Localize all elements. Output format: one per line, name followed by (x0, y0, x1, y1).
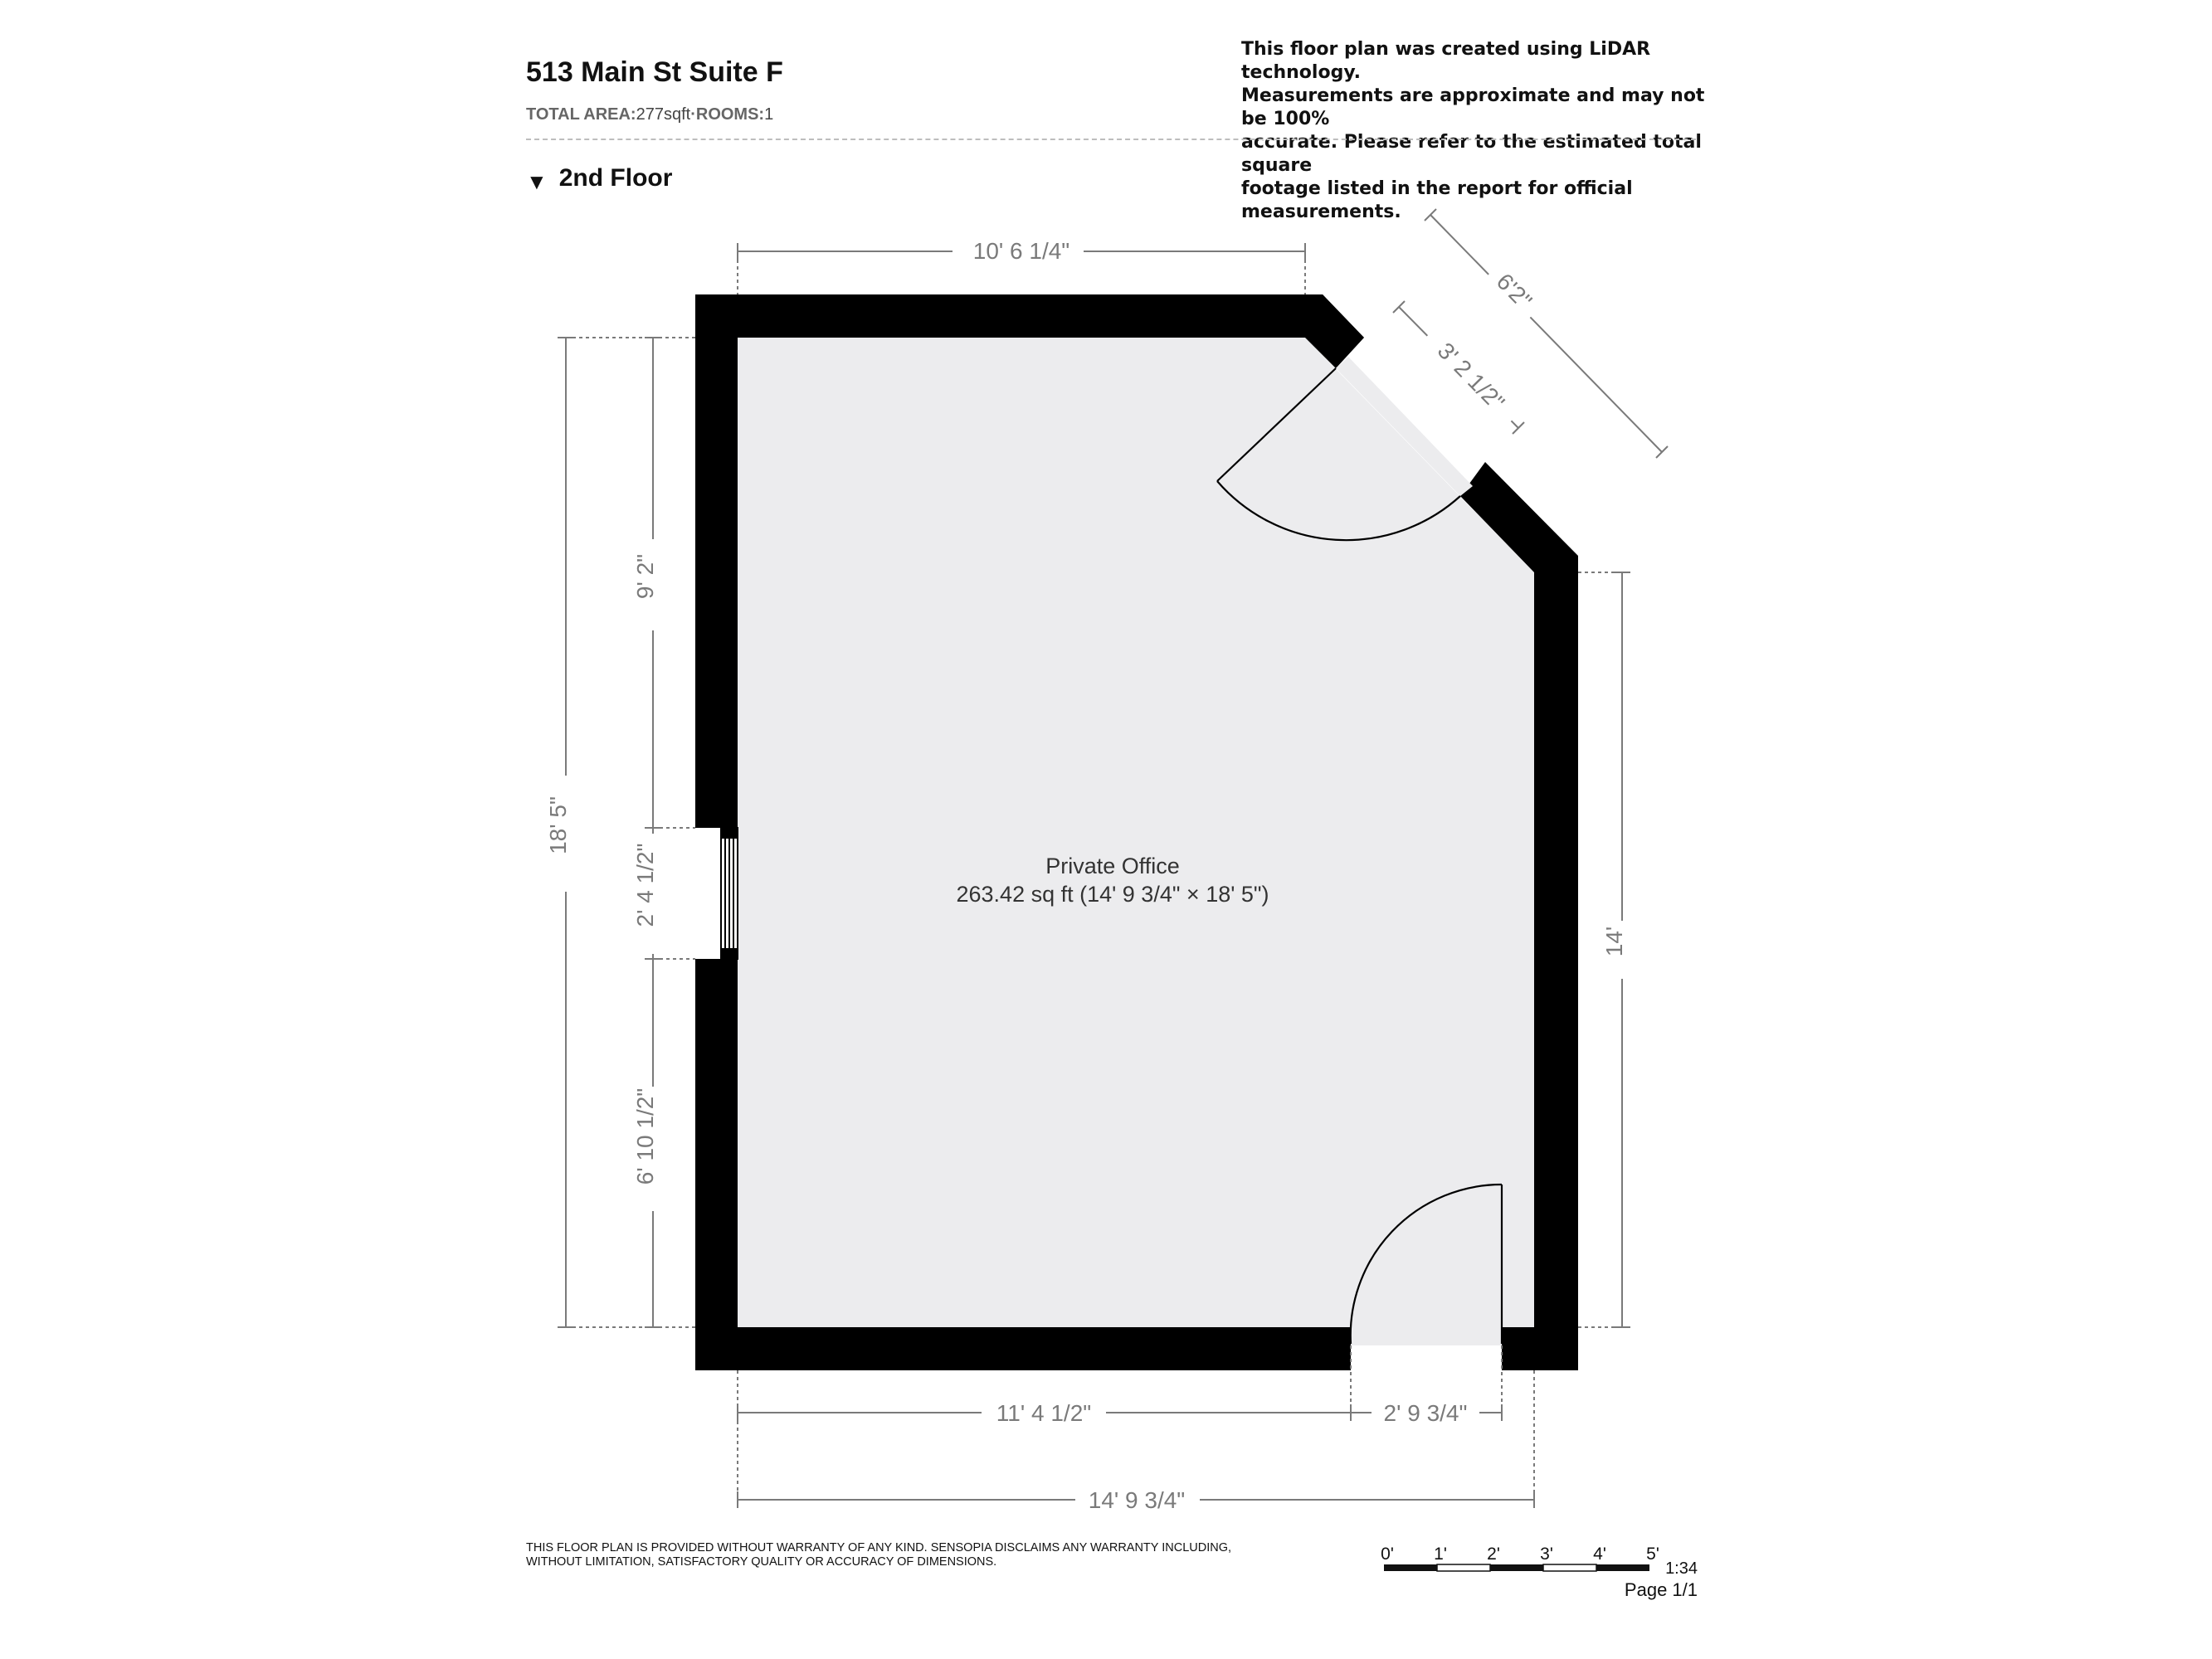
summary-separator: · (690, 105, 696, 124)
wall-bottom-right (1502, 1327, 1578, 1370)
total-area-label: TOTAL AREA: (526, 105, 636, 124)
notice-line: footage listed in the report for official measurements. (1241, 178, 1633, 222)
total-area-value: 277sqft (636, 105, 691, 124)
page-number: Page 1/1 (1624, 1579, 1698, 1600)
scale-ratio: 1:34 (1665, 1559, 1698, 1578)
dim-right-wall: 14' (1601, 926, 1627, 957)
dim-bottom-door: 2' 9 3/4" (1383, 1400, 1468, 1426)
notice-line: Measurements are approximate and may not be 100% (1241, 85, 1705, 129)
notice-line: accurate. Please refer to the estimated total square (1241, 132, 1702, 176)
dim-left-lower: 6' 10 1/2" (632, 1087, 658, 1185)
dim-left-window: 2' 4 1/2" (632, 843, 658, 927)
scale-tick-label: 2' (1487, 1545, 1500, 1564)
rooms-label: ROOMS: (695, 105, 765, 124)
warranty-disclaimer (526, 1541, 1314, 1569)
scale-tick-label: 0' (1381, 1545, 1394, 1564)
triangle-down-icon[interactable]: ▼ (526, 169, 548, 194)
scale-tick-label: 1' (1434, 1545, 1447, 1564)
room-name: Private Office (1045, 854, 1180, 878)
room-area: 263.42 sq ft (14' 9 3/4" × 18' 5") (956, 882, 1269, 907)
wall-top (695, 294, 1364, 338)
wall-right (1534, 572, 1578, 1370)
dim-diagonal-outer: 6'2" (1491, 268, 1537, 314)
scale-tick-label: 3' (1540, 1545, 1553, 1564)
disclaimer-line: WITHOUT LIMITATION, SATISFACTORY QUALITY OR ACCURACY OF DIMENSIONS. (526, 1555, 997, 1569)
wall-left-lower (695, 959, 738, 1370)
dim-bottom-left: 11' 4 1/2" (996, 1400, 1092, 1426)
scale-tick-label: 5' (1646, 1545, 1659, 1564)
scale-tick-label: 4' (1593, 1545, 1606, 1564)
wall-bottom-left (695, 1327, 1351, 1370)
dim-left-upper: 9' 2" (632, 553, 658, 600)
rooms-value: 1 (764, 105, 774, 124)
scale-bar (1381, 1545, 1659, 1571)
dim-top-wall: 10' 6 1/4" (972, 238, 1070, 264)
notice-line: This floor plan was created using LiDAR technology. (1241, 39, 1651, 83)
dim-bottom-total: 14' 9 3/4" (1088, 1487, 1186, 1513)
floor-label: 2nd Floor (558, 164, 673, 192)
wall-left-upper (695, 294, 738, 828)
dim-left-total: 18' 5" (545, 796, 571, 854)
room-floor (738, 338, 1534, 1327)
dim-diagonal-door: 3' 2 1/2" (1432, 338, 1510, 416)
plan-title: 513 Main St Suite F (526, 56, 783, 88)
window (721, 828, 738, 959)
disclaimer-line: THIS FLOOR PLAN IS PROVIDED WITHOUT WARRANTY OF ANY KIND. SENSOPIA DISCLAIMS ANY WARRANTY INCLUDING, (526, 1541, 1232, 1554)
